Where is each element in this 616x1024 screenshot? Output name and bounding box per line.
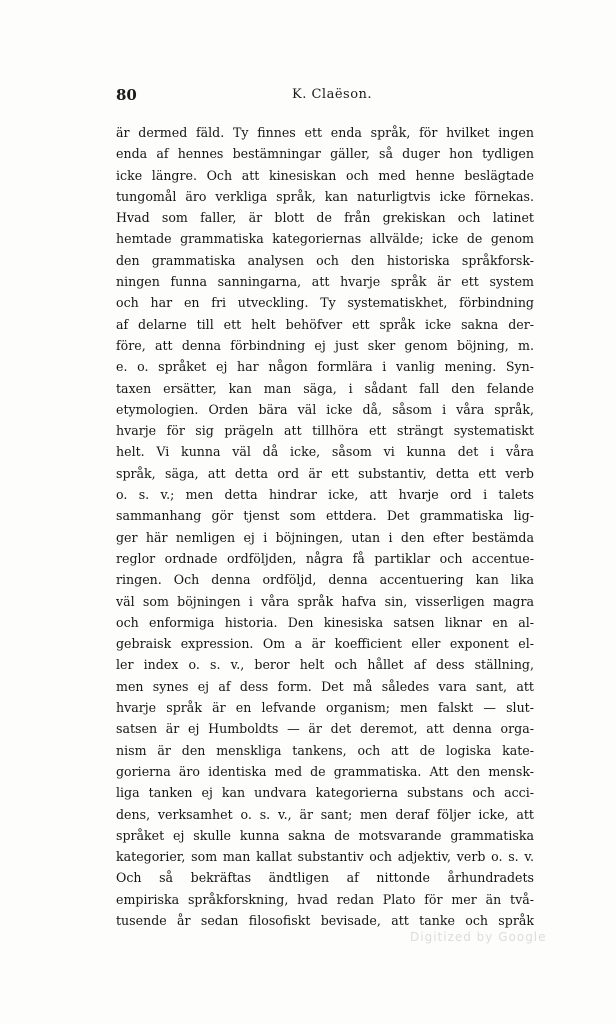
text-line: e. o. språket ej har någon formlära i vanlig mening. Syn-: [116, 359, 534, 375]
text-line: icke längre. Och att kinesiskan och med henne beslägtade: [116, 167, 534, 183]
text-line: väl som böjningen i våra språk hafva sin, visserligen magra: [116, 593, 534, 609]
text-line: empiriska språkforskning, hvad redan Plato för mer än två-: [116, 891, 534, 907]
text-line: etymologien. Orden bära väl icke då, såsom i våra språk,: [116, 401, 534, 417]
text-line: är dermed fäld. Ty finnes ett enda språk, för hvilket ingen: [116, 125, 534, 140]
running-head: K. Claëson.: [292, 87, 373, 102]
text-line: ler index o. s. v., beror helt och hållet af dess ställning,: [116, 657, 534, 673]
text-line: dens, verksamhet o. s. v., är sant; men deraf följer icke, att: [116, 806, 534, 822]
text-line: hvarje för sig prägeln att tillhöra ett strängt systematiskt: [116, 423, 534, 439]
text-line: före, att denna förbindning ej just sker genom böjning, m.: [116, 337, 534, 353]
text-line: liga tanken ej kan undvara kategorierna substans och acci-: [116, 785, 534, 801]
text-line: gorierna äro identiska med de grammatiska. Att den mensk-: [116, 763, 534, 779]
text-line: hvarje språk är en lefvande organism; men falskt — slut-: [116, 700, 534, 716]
text-line: den grammatiska analysen och den historiska språkforsk-: [116, 252, 534, 268]
text-line: reglor ordnade ordföljden, några få partiklar och accentue-: [116, 550, 534, 566]
text-line: språket ej skulle kunna sakna de motsvarande grammatiska: [116, 827, 534, 843]
text-line: enda af hennes bestämningar gäller, så duger hon tydligen: [116, 146, 534, 162]
text-line: sammanhang gör tjenst som ettdera. Det grammatiska lig-: [116, 508, 534, 524]
text-line: ringen. Och denna ordföljd, denna accentuering kan lika: [116, 572, 534, 588]
text-line: af delarne till ett helt behöfver ett språk icke sakna der-: [116, 316, 534, 332]
text-line: men synes ej af dess form. Det må således vara sant, att: [116, 678, 534, 694]
text-line: och enformiga historia. Den kinesiska satsen liknar en al-: [116, 614, 534, 630]
text-line: Och så bekräftas ändtligen af nittonde århundradets: [116, 870, 534, 886]
text-line: taxen ersätter, kan man säga, i sådant fall den felande: [116, 380, 534, 396]
text-line: ningen funna sanningarna, att hvarje språk är ett system: [116, 274, 534, 290]
text-line: ger här nemligen ej i böjningen, utan i den efter bestämda: [116, 529, 534, 545]
text-line: och har en fri utveckling. Ty systematiskhet, förbindning: [116, 295, 534, 311]
text-line: kategorier, som man kallat substantiv och adjektiv, verb o. s. v.: [116, 849, 534, 865]
text-line: hemtade grammatiska kategoriernas allvälde; icke de genom: [116, 231, 534, 247]
text-line: o. s. v.; men detta hindrar icke, att hvarje ord i talets: [116, 487, 534, 503]
text-line: satsen är ej Humboldts — är det deremot, att denna orga-: [116, 721, 534, 737]
text-line: språk, säga, att detta ord är ett substantiv, detta ett verb: [116, 465, 534, 481]
text-line: gebraisk expression. Om a är koefficient eller exponent el-: [116, 636, 534, 652]
text-line: helt. Vi kunna väl då icke, såsom vi kunna det i våra: [116, 444, 534, 460]
text-line: nism är den menskliga tankens, och att de logiska kate-: [116, 742, 534, 758]
page-header: [116, 86, 516, 108]
text-line: tusende år sedan filosofiskt bevisade, att tanke och språk: [116, 912, 534, 928]
text-line: tungomål äro verkliga språk, kan naturligtvis icke förnekas.: [116, 188, 534, 204]
google-watermark: Digitized by Google: [410, 930, 547, 944]
body-text: [116, 122, 534, 931]
text-line: Hvad som faller, är blott de från grekiskan och latinet: [116, 210, 534, 226]
page-number: 80: [116, 86, 137, 104]
